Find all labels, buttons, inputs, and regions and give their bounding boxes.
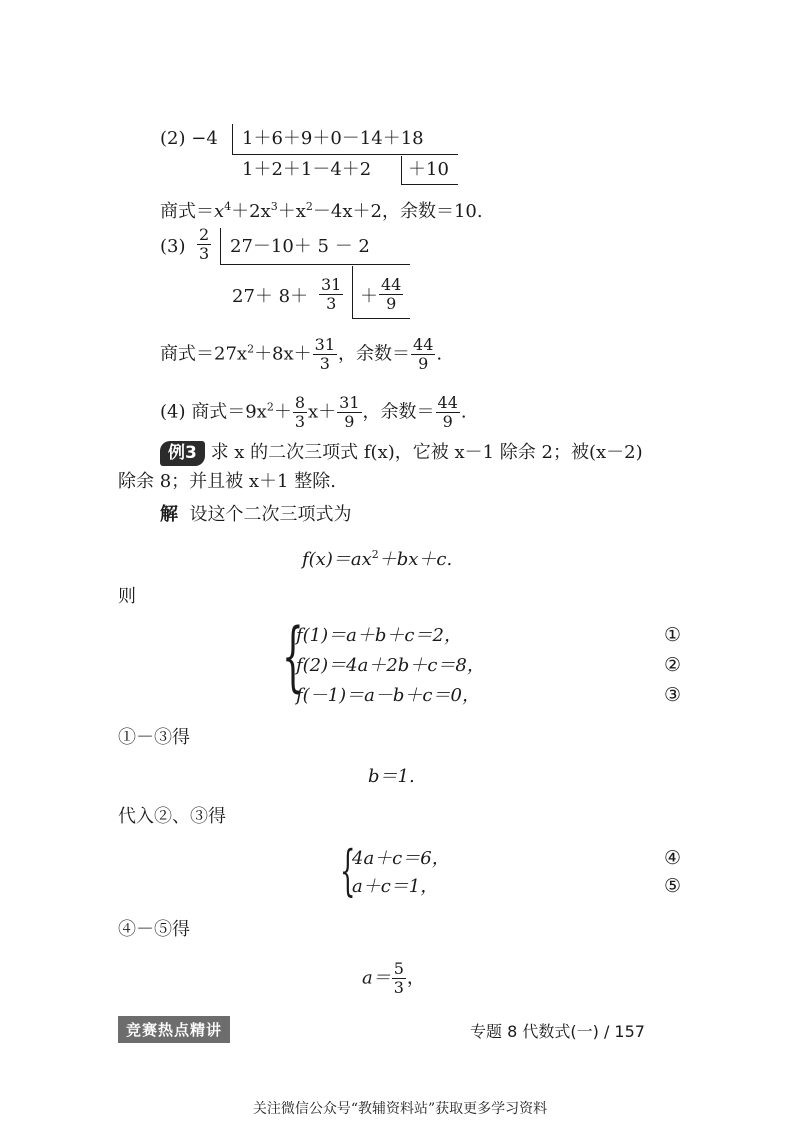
division-3-remainder-rule	[352, 318, 410, 319]
system-1-mark-1: ①	[664, 624, 682, 646]
division-3-r-num: 44	[381, 275, 402, 294]
footer-topic-line	[470, 1019, 645, 1042]
result-4-f2-num: 31	[339, 393, 360, 412]
result-3-rem-text: ，余数＝	[338, 343, 411, 365]
step-2-text: 代入②、③得	[118, 806, 226, 827]
division-2-remainder-bracket	[401, 156, 402, 184]
solution-label: 解	[160, 504, 178, 525]
result-3-prefix: 商式＝27x	[160, 343, 248, 365]
division-2-rule	[232, 154, 458, 155]
system-2-mark-1: ④	[664, 847, 682, 869]
result-4-sup: 2	[266, 400, 274, 414]
step-3-result	[362, 960, 425, 997]
step-3-lhs: a＝	[362, 967, 391, 989]
result-4-x-plus: x＋	[308, 401, 337, 423]
system-2-eq-2: a＋c＝1，	[352, 876, 439, 897]
solution-intro	[160, 504, 351, 526]
division-3-divisor	[196, 226, 212, 263]
division-3-rule	[220, 264, 410, 265]
division-3-label: (3)	[160, 236, 186, 257]
division-3-dividend: 27－10＋ 5 － 2	[230, 236, 370, 257]
result-4	[160, 394, 467, 431]
division-3-divisor-den: 3	[199, 244, 210, 263]
system-2-brace: {	[340, 839, 356, 902]
result-2-sup3: 3	[270, 200, 278, 213]
footer-page-number: 157	[614, 1022, 645, 1041]
division-3-bracket	[220, 228, 221, 264]
system-1-eq-3: f(－1)＝a－b＋c＝0，	[296, 685, 480, 706]
solution-text: 设这个二次三项式为	[189, 504, 352, 525]
solution-formula-b: ＋bx＋c.	[378, 549, 453, 570]
division-2-remainder: ＋10	[408, 159, 449, 180]
division-3-quotient: 27＋ 8＋	[232, 286, 309, 307]
division-3-remainder-sign: ＋	[360, 286, 378, 307]
division-3-quotient-frac	[318, 276, 344, 313]
result-3-frac-num: 31	[314, 335, 336, 354]
result-3-rem-num: 44	[413, 335, 434, 354]
result-3	[160, 336, 442, 373]
result-3-mid: ＋8x＋	[254, 343, 312, 365]
system-1-eq-1: f(1)＝a＋b＋c＝2，	[296, 625, 462, 646]
step-3-den: 3	[393, 978, 404, 997]
division-3-q-den: 3	[326, 294, 337, 313]
solution-formula-a: f(x)＝ax	[302, 549, 372, 570]
result-4-rem-den: 9	[442, 412, 453, 431]
result-2-sup2: 2	[305, 200, 313, 213]
example-3-badge: 例3	[160, 441, 205, 466]
result-4-f1-den: 3	[294, 412, 306, 431]
result-4-rem-text: ，余数＝	[362, 401, 435, 423]
result-3-rem-den: 9	[418, 354, 429, 373]
result-2	[160, 196, 483, 223]
division-3-divisor-num: 2	[199, 225, 210, 244]
footer-section-tag: 竞赛热点精讲	[118, 1016, 230, 1043]
system-1-mark-2: ②	[664, 654, 682, 676]
step-3-text: ④－⑤得	[118, 919, 190, 940]
system-1-eq-2: f(2)＝4a＋2b＋c＝8，	[296, 655, 485, 676]
division-2-bracket	[232, 124, 233, 154]
division-3-remainder-bracket	[352, 266, 353, 318]
solution-then: 则	[118, 586, 136, 607]
step-1-result: b＝1.	[368, 766, 415, 787]
division-2-label: (2)	[160, 128, 186, 149]
result-3-sup: 2	[247, 342, 255, 356]
example-3-line2: 除余 8；并且被 x＋1 整除.	[118, 471, 336, 492]
division-3-remainder-frac	[378, 276, 404, 313]
division-2-dividend: 1＋6＋9＋0－14＋18	[242, 128, 424, 149]
footer-topic: 专题 8 代数式(一)	[470, 1022, 599, 1041]
solution-formula	[302, 544, 452, 571]
watermark-text: 关注微信公众号“教辅资料站”获取更多学习资料	[252, 1101, 548, 1117]
division-2-remainder-rule	[401, 184, 458, 185]
result-4-f1-num: 8	[294, 393, 306, 412]
division-2-divisor: −4	[191, 128, 218, 149]
system-1-mark-3: ③	[664, 684, 682, 706]
step-1-text: ①－③得	[118, 727, 190, 748]
division-2-quotient: 1＋2＋1－4＋2	[242, 159, 372, 180]
result-3-frac-den: 3	[319, 354, 330, 373]
division-3-r-den: 9	[386, 294, 397, 313]
result-4-end: .	[460, 401, 467, 423]
division-3-q-num: 31	[321, 275, 342, 294]
division-2	[160, 128, 218, 150]
result-4-f2-den: 9	[344, 412, 355, 431]
result-3-end: .	[436, 343, 443, 365]
result-2-t2: ＋2x	[231, 201, 271, 222]
system-1-brace: {	[282, 611, 304, 700]
system-2-mark-2: ⑤	[664, 875, 682, 897]
step-3-end: ，	[406, 967, 425, 989]
solution-formula-sup: 2	[371, 548, 379, 561]
result-2-sup4: 4	[224, 200, 232, 213]
step-3-num: 5	[393, 959, 404, 978]
result-2-rest: －4x＋2，余数＝10.	[312, 201, 483, 222]
example-3-text1: 求 x 的二次三项式 f(x)，它被 x－1 除余 2；被(x－2)	[210, 442, 643, 463]
footer-separator: /	[603, 1022, 610, 1041]
result-4-label: (4) 商式＝9x	[160, 401, 267, 423]
example-3-line1	[160, 441, 643, 466]
result-2-prefix: 商式＝	[160, 201, 214, 222]
system-2-eq-1: 4a＋c＝6，	[352, 848, 450, 869]
result-2-x4: x	[214, 201, 225, 222]
result-2-t3: ＋x	[277, 201, 306, 222]
result-4-rem-num: 44	[437, 393, 458, 412]
result-4-plus: ＋	[273, 401, 292, 423]
